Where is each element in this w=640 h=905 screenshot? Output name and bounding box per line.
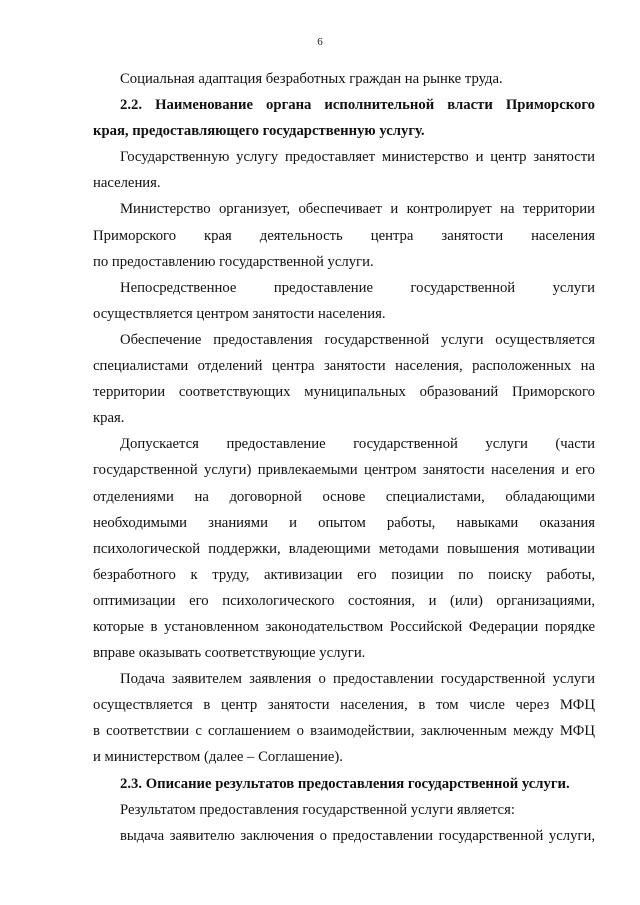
text-line: Непосредственное предоставление государственной услуги bbox=[120, 279, 595, 296]
text-line: территории соответствующих муниципальных образований Приморского bbox=[93, 384, 595, 401]
paragraph bbox=[93, 144, 595, 196]
text-line: и министерством (далее – Соглашение). bbox=[93, 749, 343, 766]
text-line: 2.2. Наименование органа исполнительной власти Приморского bbox=[120, 97, 595, 114]
text-line: в соответствии с соглашением о взаимодействии, заключенным между МФЦ bbox=[93, 723, 595, 740]
text-line: выдача заявителю заключения о предоставлении государственной услуги, bbox=[120, 827, 595, 844]
paragraph bbox=[93, 196, 595, 274]
paragraph bbox=[93, 66, 595, 92]
document-body bbox=[93, 66, 595, 849]
text-line: Подача заявителем заявления о предоставлении государственной услуги bbox=[120, 671, 595, 688]
text-line: населения. bbox=[93, 175, 161, 192]
text-line: которые в установленном законодательством Российской Федерации порядке bbox=[93, 618, 595, 635]
section-heading bbox=[93, 771, 595, 797]
text-line: Обеспечение предоставления государственной услуги осуществляется bbox=[120, 331, 595, 348]
text-line: Результатом предоставления государственной услуги является: bbox=[120, 801, 515, 818]
paragraph bbox=[93, 327, 595, 431]
text-line: Социальная адаптация безработных граждан на рынке труда. bbox=[120, 71, 503, 87]
paragraph bbox=[93, 275, 595, 327]
text-line: осуществляется в центр занятости населения, в том числе через МФЦ bbox=[93, 697, 595, 714]
paragraph bbox=[93, 431, 595, 666]
text-line: Приморского края деятельность центра занятости населения bbox=[93, 227, 595, 244]
page-number: 6 bbox=[317, 36, 323, 48]
text-line: психологической поддержки, владеющими методами повышения мотивации bbox=[93, 540, 595, 557]
text-line: специалистами отделений центра занятости населения, расположенных на bbox=[93, 358, 595, 375]
text-line: Министерство организует, обеспечивает и контролирует на территории bbox=[120, 201, 595, 218]
text-line: оптимизации его психологического состояния, и (или) организациями, bbox=[93, 592, 595, 609]
text-line: края. bbox=[93, 410, 125, 427]
text-line: осуществляется центром занятости населения. bbox=[93, 305, 386, 322]
paragraph bbox=[93, 797, 595, 823]
text-line: края, предоставляющего государственную услугу. bbox=[93, 123, 425, 140]
section-heading bbox=[93, 92, 595, 144]
text-line: вправе оказывать соответствующие услуги. bbox=[93, 645, 366, 662]
text-line: 2.3. Описание результатов предоставления государственной услуги. bbox=[120, 775, 570, 792]
text-line: государственной услуги) привлекаемыми центром занятости населения и его bbox=[93, 462, 595, 479]
text-line: по предоставлению государственной услуги. bbox=[93, 253, 374, 270]
paragraph bbox=[93, 666, 595, 770]
text-line: Допускается предоставление государственной услуги (части bbox=[120, 436, 595, 453]
text-line: безработного к труду, активизации его позиции по поиску работы, bbox=[93, 566, 595, 583]
paragraph bbox=[93, 823, 595, 849]
text-line: Государственную услугу предоставляет министерство и центр занятости bbox=[120, 149, 595, 166]
text-line: отделениями на договорной основе специалистами, обладающими bbox=[93, 488, 595, 505]
text-line: необходимыми знаниями и опытом работы, навыками оказания bbox=[93, 514, 595, 531]
